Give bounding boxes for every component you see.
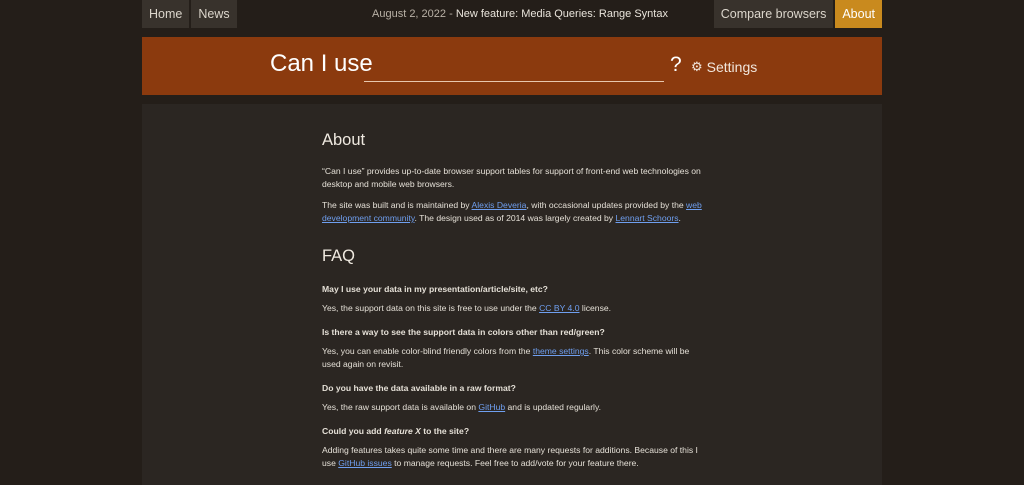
site-header <box>142 37 882 95</box>
main-panel <box>142 104 882 485</box>
nav-compare-browsers-link[interactable]: Compare browsers <box>714 0 834 28</box>
site-logo[interactable]: Can I use <box>270 50 373 77</box>
news-title-link[interactable]: New feature: Media Queries: Range Syntax <box>455 8 668 20</box>
theme-settings-link[interactable]: theme settings <box>532 346 589 356</box>
about-paragraph-1: “Can I use” provides up-to-date browser support tables for support of front-end web technologies on desktop and mobile web browsers. <box>322 166 701 189</box>
settings-label: Settings <box>706 59 758 75</box>
latest-news <box>350 0 690 28</box>
right-navigation <box>712 0 882 28</box>
nav-home-link[interactable]: Home <box>142 0 189 28</box>
about-content <box>322 104 702 470</box>
nav-news-link[interactable]: News <box>191 0 236 28</box>
about-heading: About <box>322 131 366 149</box>
faq-question-1: May I use your data in my presentation/article/site, etc? <box>322 284 548 294</box>
search-input[interactable] <box>364 51 664 82</box>
faq-question-2: Is there a way to see the support data in colors other than red/green? <box>322 327 605 337</box>
github-link[interactable]: GitHub <box>478 402 506 412</box>
faq-answer-2: Yes, you can enable color-blind friendly colors from the theme settings. This color scheme will be used again on revisit. <box>322 346 690 369</box>
faq-answer-3: Yes, the raw support data is available on GitHub and is updated regularly. <box>322 402 602 412</box>
about-paragraph-2: The site was built and is maintained by Alexis Deveria, with occasional updates provided by the web development community. The design used as of 2014 was largely created by Lennart Schoors. <box>322 200 702 223</box>
top-navigation <box>142 0 882 28</box>
settings-button[interactable] <box>691 59 757 75</box>
faq-question-4: Could you add feature X to the site? <box>322 426 470 436</box>
faq-heading: FAQ <box>322 247 356 265</box>
web-dev-community-link[interactable]: web development community <box>322 200 702 223</box>
nav-about-link[interactable]: About <box>835 0 882 28</box>
github-issues-link[interactable]: GitHub issues <box>338 458 392 468</box>
news-date: August 2, 2022 - <box>372 8 453 20</box>
lennart-schoors-link[interactable]: Lennart Schoors <box>615 213 679 223</box>
faq-answer-1: Yes, the support data on this site is free to use under the CC BY 4.0 license. <box>322 303 612 313</box>
help-button[interactable]: ? <box>670 53 682 76</box>
gear-icon: ⚙ <box>691 59 703 74</box>
cc-by-link[interactable]: CC BY 4.0 <box>539 303 580 313</box>
faq-question-3: Do you have the data available in a raw format? <box>322 383 516 393</box>
faq-answer-4: Adding features takes quite some time and there are many requests for additions. Because of this I use GitHub issues to manage requests. Feel free to add/vote for your feature there. <box>322 445 698 468</box>
alexis-deveria-link[interactable]: Alexis Deveria <box>471 200 527 210</box>
